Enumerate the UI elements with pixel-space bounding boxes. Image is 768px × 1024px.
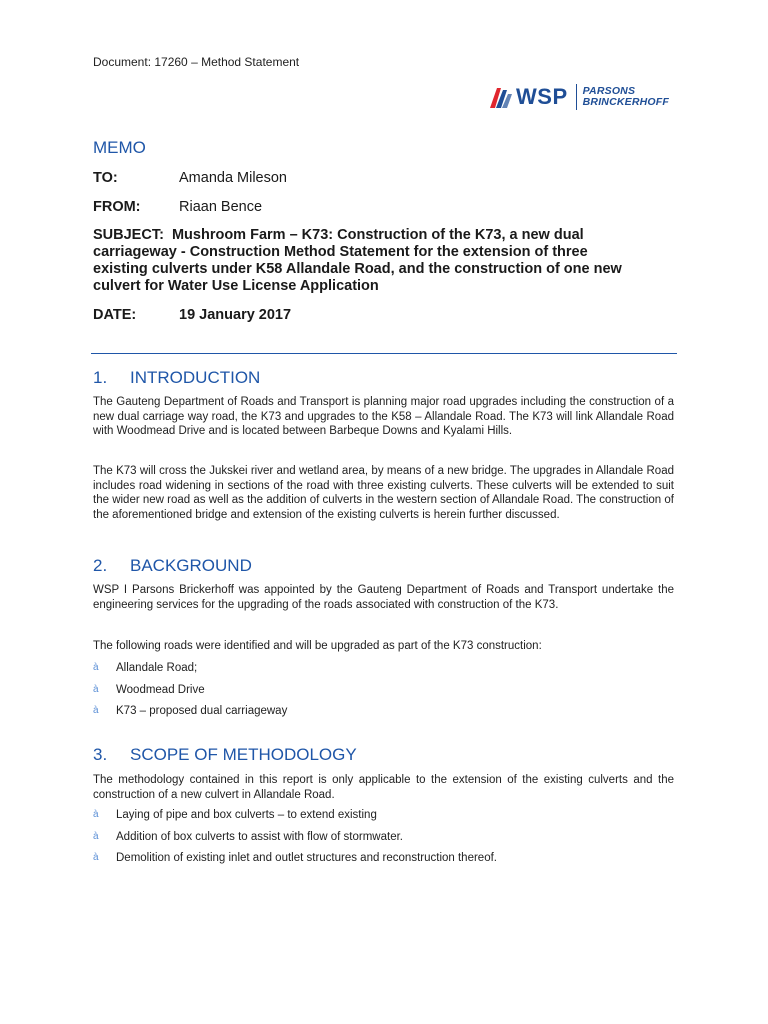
to-field bbox=[93, 170, 287, 186]
bullet-marker-icon: à bbox=[93, 809, 99, 820]
background-paragraph-2: The following roads were identified and will be upgraded as part of the K73 construction: bbox=[93, 640, 542, 652]
section-number: 2. bbox=[93, 556, 108, 575]
logo-wsp-text: WSP bbox=[516, 84, 568, 109]
from-field bbox=[93, 199, 262, 215]
list-item-text: K73 – proposed dual carriageway bbox=[116, 705, 288, 717]
date-value: 19 January 2017 bbox=[179, 307, 292, 323]
bullet-marker-icon: à bbox=[93, 830, 99, 842]
section-heading-scope bbox=[93, 745, 357, 765]
logo-pb-text bbox=[583, 86, 669, 108]
subject-field bbox=[93, 227, 633, 295]
list-item-text: Woodmead Drive bbox=[116, 683, 205, 696]
list-item bbox=[93, 683, 287, 705]
subject-label: SUBJECT: bbox=[93, 227, 164, 243]
background-bullet-list bbox=[93, 661, 287, 726]
list-item bbox=[93, 704, 287, 726]
logo-pb-line1: PARSONS bbox=[582, 85, 636, 97]
list-item-text: Allandale Road; bbox=[116, 662, 198, 674]
date-field bbox=[93, 307, 291, 323]
list-item-text: Demolition of existing inlet and outlet structures and reconstruction thereof. bbox=[116, 852, 497, 864]
wsp-logo-icon bbox=[488, 84, 514, 110]
from-label: FROM: bbox=[93, 199, 141, 215]
bullet-marker-icon: à bbox=[93, 662, 99, 673]
list-item-text: Addition of box culverts to assist with flow of stormwater. bbox=[116, 830, 403, 843]
list-item bbox=[93, 661, 287, 683]
section-title: BACKGROUND bbox=[130, 556, 252, 575]
document-reference: Document: 17260 – Method Statement bbox=[93, 55, 300, 69]
company-logo bbox=[488, 84, 669, 110]
background-paragraph-1: WSP I Parsons Brickerhoff was appointed by the Gauteng Department of Roads and Transport undertake the engineering services for the upgrading of the roads associated with construction of the K73. bbox=[93, 584, 674, 611]
to-label: TO: bbox=[93, 170, 118, 186]
logo-pb-line2: BRINCKERHOFF bbox=[582, 96, 670, 108]
from-value: Riaan Bence bbox=[179, 199, 263, 215]
section-heading-introduction bbox=[93, 368, 260, 388]
intro-paragraph-2: The K73 will cross the Jukskei river and wetland area, by means of a new bridge. The upgrades in Allandale Road includes road widening in sections of the road with three existing culverts. These culverts will be extended to suit the wider new road as well as the addition of culverts in the western section of Allandale Road. The construction of the aforementioned bridge and extension of the existing culverts is herein further discussed. bbox=[93, 465, 674, 521]
list-item bbox=[93, 808, 497, 830]
header-divider bbox=[91, 353, 677, 354]
scope-paragraph-1: The methodology contained in this report is only applicable to the extension of the existing culverts and the construction of a new culvert in Allandale Road. bbox=[93, 774, 674, 801]
intro-paragraph-1: The Gauteng Department of Roads and Transport is planning major road upgrades including the construction of a new dual carriage way road, the K73 and upgrades to the K58 – Allandale Road. The K73 will link Allandale Road with Woodmead Drive and is located between Barbeque Downs and Kyalami Hills. bbox=[93, 396, 674, 437]
subject-value: Mushroom Farm – K73: Construction of the K73, a new dual carriageway - Construction Method Statement for the extension of three existing culverts under K58 Allandale Road, and the construction of one new culvert for Water Use License Application bbox=[93, 227, 622, 294]
bullet-marker-icon: à bbox=[93, 683, 99, 695]
memo-title: MEMO bbox=[93, 138, 146, 157]
date-label: DATE: bbox=[93, 307, 137, 323]
section-title: INTRODUCTION bbox=[130, 368, 261, 387]
list-item bbox=[93, 851, 497, 873]
section-number: 1. bbox=[93, 368, 108, 387]
bullet-marker-icon: à bbox=[93, 705, 99, 716]
section-number: 3. bbox=[93, 745, 108, 764]
logo-separator bbox=[576, 84, 577, 110]
list-item-text: Laying of pipe and box culverts – to extend existing bbox=[116, 809, 377, 821]
section-heading-background bbox=[93, 556, 252, 576]
to-value: Amanda Mileson bbox=[179, 170, 287, 186]
list-item bbox=[93, 830, 497, 852]
bullet-marker-icon: à bbox=[93, 852, 99, 863]
scope-bullet-list bbox=[93, 808, 497, 873]
section-title: SCOPE OF METHODOLOGY bbox=[130, 745, 357, 764]
